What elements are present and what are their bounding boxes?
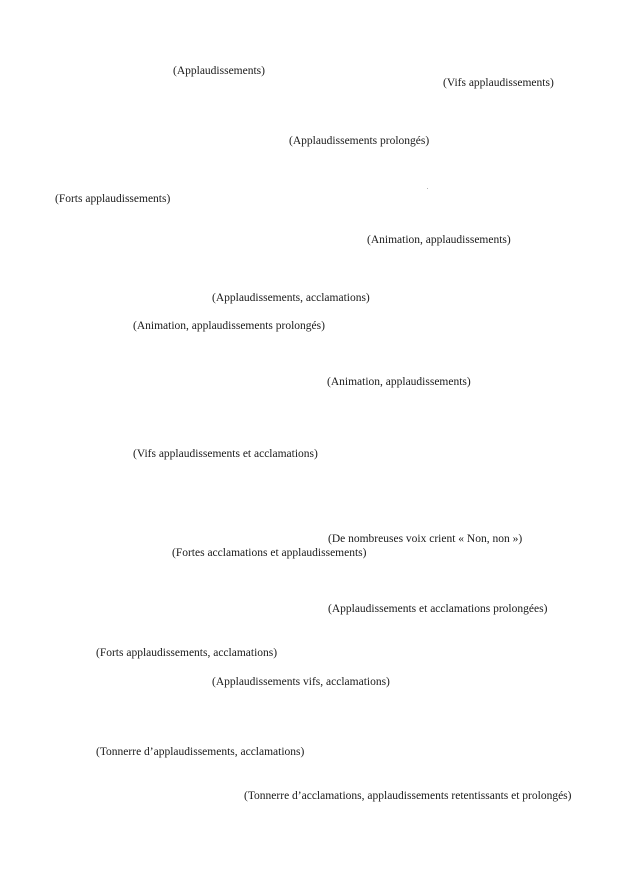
stage-direction: (Animation, applaudissements prolongés) (133, 320, 325, 332)
stage-direction: (Animation, applaudissements) (327, 376, 471, 388)
stage-direction: (Applaudissements et acclamations prolongées) (328, 603, 548, 615)
stage-direction: (Tonnerre d’applaudissements, acclamations) (96, 746, 305, 758)
stage-direction: (Forts applaudissements) (55, 193, 171, 205)
stage-direction: (Fortes acclamations et applaudissements) (172, 547, 367, 559)
stage-direction: (Vifs applaudissements et acclamations) (133, 448, 318, 460)
stage-direction: (Vifs applaudissements) (443, 77, 554, 89)
paper-speck (427, 188, 428, 189)
stage-direction: (Forts applaudissements, acclamations) (96, 647, 278, 659)
stage-direction: (Applaudissements, acclamations) (212, 292, 370, 304)
stage-direction: (Animation, applaudissements) (367, 234, 511, 246)
stage-direction: (De nombreuses voix crient « Non, non ») (328, 533, 523, 545)
stage-direction: (Applaudissements prolongés) (289, 135, 430, 147)
stage-direction: (Tonnerre d’acclamations, applaudissements retentissants et prolongés) (244, 790, 572, 802)
stage-direction: (Applaudissements vifs, acclamations) (212, 676, 390, 688)
stage-direction: (Applaudissements) (173, 65, 265, 77)
